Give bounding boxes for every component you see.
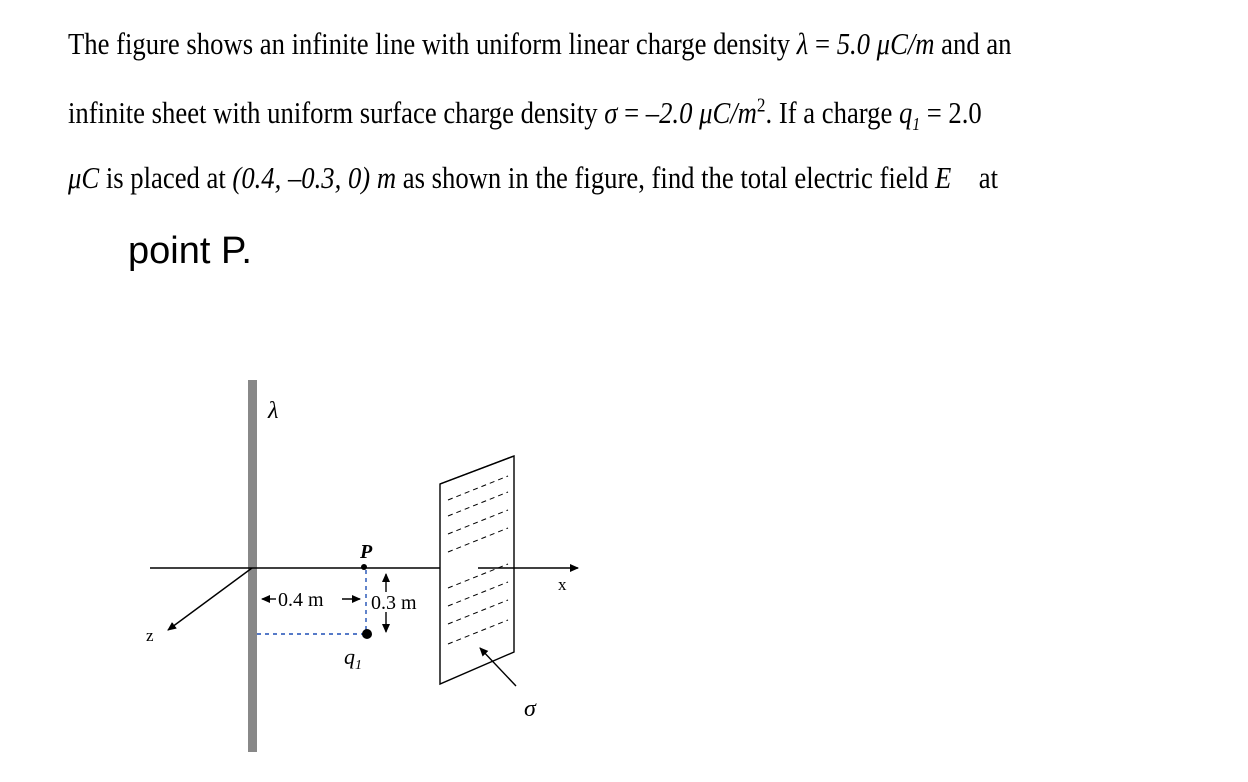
- point-p: [361, 564, 367, 570]
- line3-text: μC is placed at (0.4, –0.3, 0) m as shown in the figure, find the total electric field E at: [68, 160, 998, 195]
- q1-label: $q_1$: [344, 644, 362, 673]
- sigma-symbol: σ: [604, 95, 618, 131]
- q1-symbol: $q_1$: [899, 95, 921, 135]
- charge-q1: [362, 629, 372, 639]
- z-axis: [168, 568, 252, 630]
- infinite-line-charge: [248, 380, 257, 752]
- dist-x-label: 0.4 m: [278, 589, 324, 611]
- lambda-value: 5.0 μC/m: [836, 26, 935, 61]
- e-field-symbol: E: [935, 160, 973, 195]
- sigma-label: σ: [524, 696, 536, 722]
- dist-y-label: 0.3 m: [371, 592, 417, 614]
- p-label: P: [360, 541, 373, 563]
- charge-unit: μC: [68, 160, 100, 195]
- z-axis-label: z: [146, 626, 154, 645]
- line2-text: infinite sheet with uniform surface charge density σ = –2.0 $\mu C/m^2$. If a charge $q_1 = 2.0$: [68, 95, 982, 135]
- x-axis-label: x: [558, 575, 567, 594]
- point-p-text: point P.: [128, 230, 252, 272]
- infinite-sheet: [440, 456, 514, 684]
- sigma-exponent: 2: [756, 95, 766, 117]
- lambda-symbol: λ: [796, 26, 809, 61]
- line1-text-a: The figure shows an infinite line with uniform linear charge density λ = 5.0 μC/m and an: [68, 26, 1012, 61]
- charge-coordinates: (0.4, –0.3, 0) m: [232, 160, 397, 195]
- lambda-label: λ: [268, 398, 279, 424]
- sigma-value: –2.0 μC/m: [645, 95, 757, 131]
